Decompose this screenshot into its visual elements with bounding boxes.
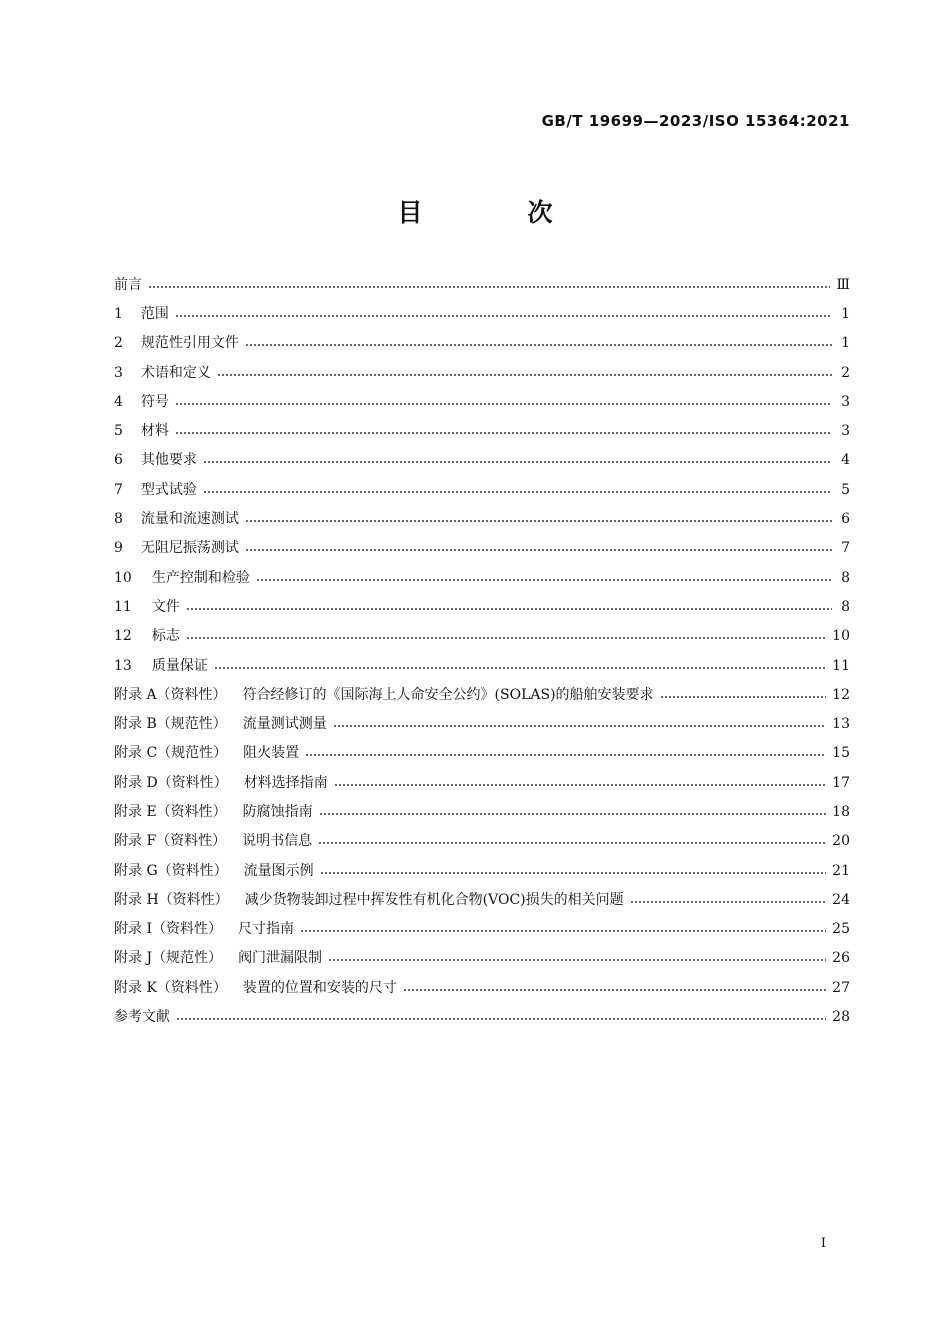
toc-entry[interactable]: [114, 797, 850, 826]
toc-entry-title: 材料: [140, 423, 169, 440]
toc-entry[interactable]: [114, 739, 850, 768]
dot-leader: [319, 813, 827, 815]
dot-leader: [175, 403, 832, 405]
toc-entry[interactable]: [114, 446, 850, 475]
dot-leader: [245, 520, 832, 522]
toc-entry-number: 3: [114, 364, 123, 381]
toc-entry-number: 7: [114, 481, 123, 498]
dot-leader: [256, 579, 832, 581]
toc-entry-title: 材料选择指南: [243, 774, 328, 791]
toc-entry-number: 附录 K（资料性）: [114, 979, 227, 996]
toc-entry[interactable]: [114, 944, 850, 973]
page-title: 目 次: [397, 198, 593, 227]
dot-leader: [186, 608, 832, 610]
dot-leader: [403, 989, 826, 991]
toc-entry-page: 11: [832, 657, 850, 674]
toc-entry-title: 文件: [151, 598, 180, 615]
toc-entry-page: 4: [841, 452, 850, 469]
toc-entry-title: 阻火装置: [243, 745, 300, 762]
toc-entry[interactable]: [114, 651, 850, 680]
toc-entry-title: 术语和定义: [140, 364, 211, 381]
toc-entry-title: 尺寸指南: [237, 921, 294, 938]
toc-entry-page: 8: [841, 598, 850, 615]
toc-entry-number: 13: [114, 657, 132, 674]
toc-entry-number: 附录 B（规范性）: [114, 716, 227, 733]
toc-entry[interactable]: [114, 1002, 850, 1031]
standard-number: GB/T 19699—2023/ISO 15364:2021: [541, 112, 850, 130]
dot-leader: [245, 549, 832, 551]
toc-entry[interactable]: [114, 973, 850, 1002]
toc-entry-page: 20: [832, 833, 850, 850]
dot-leader: [630, 901, 827, 903]
toc-entry[interactable]: [114, 299, 850, 328]
toc-entry[interactable]: [114, 563, 850, 592]
toc-entry-title: 符号: [140, 393, 169, 410]
toc-entry-title: 参考文献: [114, 1009, 170, 1026]
toc-entry[interactable]: [114, 504, 850, 533]
toc-entry[interactable]: [114, 622, 850, 651]
toc-entry[interactable]: [114, 680, 850, 709]
toc-entry-page: 26: [832, 950, 850, 967]
toc-entry[interactable]: [114, 534, 850, 563]
toc-entry-title: 质量保证: [151, 657, 208, 674]
toc-entry-number: 附录 C（规范性）: [114, 745, 228, 762]
toc-entry-page: 8: [841, 569, 850, 586]
toc-entry-number: 10: [114, 569, 132, 586]
toc-entry-title: 流量和流速测试: [140, 511, 239, 528]
toc-entry-title: 流量图示例: [243, 862, 314, 879]
toc-entry-title: 生产控制和检验: [151, 569, 250, 586]
dot-leader: [176, 1018, 826, 1020]
dot-leader: [148, 286, 830, 288]
toc-entry-number: 12: [114, 628, 132, 645]
toc-entry-page: 6: [841, 511, 850, 528]
toc-entry-title: 阀门泄漏限制: [238, 950, 323, 967]
dot-leader: [300, 930, 826, 932]
toc-entry-title: 标志: [151, 628, 180, 645]
toc-entry-page: 3: [841, 393, 850, 410]
toc-entry-page: 15: [832, 745, 850, 762]
toc-entry-page: 17: [832, 774, 850, 791]
toc-entry-title: 减少货物装卸过程中挥发性有机化合物(VOC)损失的相关问题: [244, 891, 624, 908]
toc-entry-title: 符合经修订的《国际海上人命安全公约》(SOLAS)的船舶安装要求: [242, 686, 654, 703]
page-number: Ⅰ: [820, 1236, 826, 1251]
toc-entry-page: 10: [832, 628, 850, 645]
toc-entry[interactable]: [114, 416, 850, 445]
toc-entry-page: 3: [841, 423, 850, 440]
toc-entry-number: 6: [114, 452, 123, 469]
toc-entry-page: 5: [841, 481, 850, 498]
dot-leader: [203, 461, 832, 463]
toc-entry-number: 附录 G（资料性）: [114, 862, 228, 879]
toc-entry[interactable]: [114, 915, 850, 944]
toc-entry-number: 9: [114, 540, 123, 557]
toc-entry[interactable]: [114, 592, 850, 621]
toc-entry-page: 28: [832, 1009, 850, 1026]
toc-entry-page: 27: [832, 979, 850, 996]
dot-leader: [217, 374, 832, 376]
toc-entry-page: 1: [841, 305, 850, 322]
toc-entry-title: 说明书信息: [242, 833, 313, 850]
toc-entry[interactable]: [114, 270, 850, 299]
toc-entry-title: 前言: [114, 276, 142, 293]
toc-entry-page: 25: [832, 921, 850, 938]
toc-entry[interactable]: [114, 885, 850, 914]
dot-leader: [328, 959, 826, 961]
dot-leader: [333, 725, 826, 727]
toc-entry-page: Ⅲ: [836, 276, 850, 293]
toc-entry-page: 18: [832, 803, 850, 820]
toc-entry[interactable]: [114, 475, 850, 504]
toc-entry-number: 1: [114, 305, 123, 322]
dot-leader: [305, 754, 826, 756]
toc-entry[interactable]: [114, 856, 850, 885]
toc-entry-number: 附录 J（规范性）: [114, 950, 223, 967]
table-of-contents: [114, 270, 850, 1032]
toc-entry[interactable]: [114, 387, 850, 416]
toc-entry-page: 21: [832, 862, 850, 879]
toc-entry-title: 其他要求: [140, 452, 197, 469]
dot-leader: [214, 667, 826, 669]
toc-entry[interactable]: [114, 768, 850, 797]
toc-entry-number: 4: [114, 393, 123, 410]
toc-entry[interactable]: [114, 358, 850, 387]
toc-entry-title: 规范性引用文件: [140, 335, 239, 352]
toc-entry-number: 11: [114, 598, 132, 615]
dot-leader: [186, 637, 826, 639]
toc-entry-number: 附录 E（资料性）: [114, 803, 227, 820]
toc-entry[interactable]: [114, 329, 850, 358]
toc-entry-title: 流量测试测量: [242, 716, 327, 733]
toc-entry-number: 附录 A（资料性）: [114, 686, 227, 703]
toc-entry-number: 8: [114, 511, 123, 528]
dot-leader: [660, 696, 827, 698]
toc-entry-page: 2: [841, 364, 850, 381]
dot-leader: [203, 491, 832, 493]
toc-entry-page: 12: [832, 686, 850, 703]
toc-entry-title: 型式试验: [140, 481, 197, 498]
toc-entry-page: 7: [841, 540, 850, 557]
dot-leader: [334, 784, 826, 786]
dot-leader: [320, 872, 827, 874]
dot-leader: [318, 842, 826, 844]
dot-leader: [175, 432, 832, 434]
toc-entry[interactable]: [114, 827, 850, 856]
dot-leader: [245, 344, 832, 346]
toc-entry[interactable]: [114, 709, 850, 738]
toc-entry-page: 24: [832, 891, 850, 908]
toc-entry-page: 13: [832, 716, 850, 733]
toc-entry-title: 装置的位置和安装的尺寸: [242, 979, 397, 996]
dot-leader: [175, 315, 832, 317]
toc-entry-title: 无阻尼振荡测试: [140, 540, 239, 557]
toc-entry-number: 附录 D（资料性）: [114, 774, 228, 791]
toc-entry-number: 附录 F（资料性）: [114, 833, 227, 850]
toc-entry-number: 附录 I（资料性）: [114, 921, 222, 938]
toc-entry-page: 1: [841, 335, 850, 352]
toc-entry-title: 范围: [140, 305, 169, 322]
toc-entry-number: 5: [114, 423, 123, 440]
toc-entry-number: 2: [114, 335, 123, 352]
toc-entry-title: 防腐蚀指南: [242, 803, 313, 820]
toc-entry-number: 附录 H（资料性）: [114, 891, 229, 908]
